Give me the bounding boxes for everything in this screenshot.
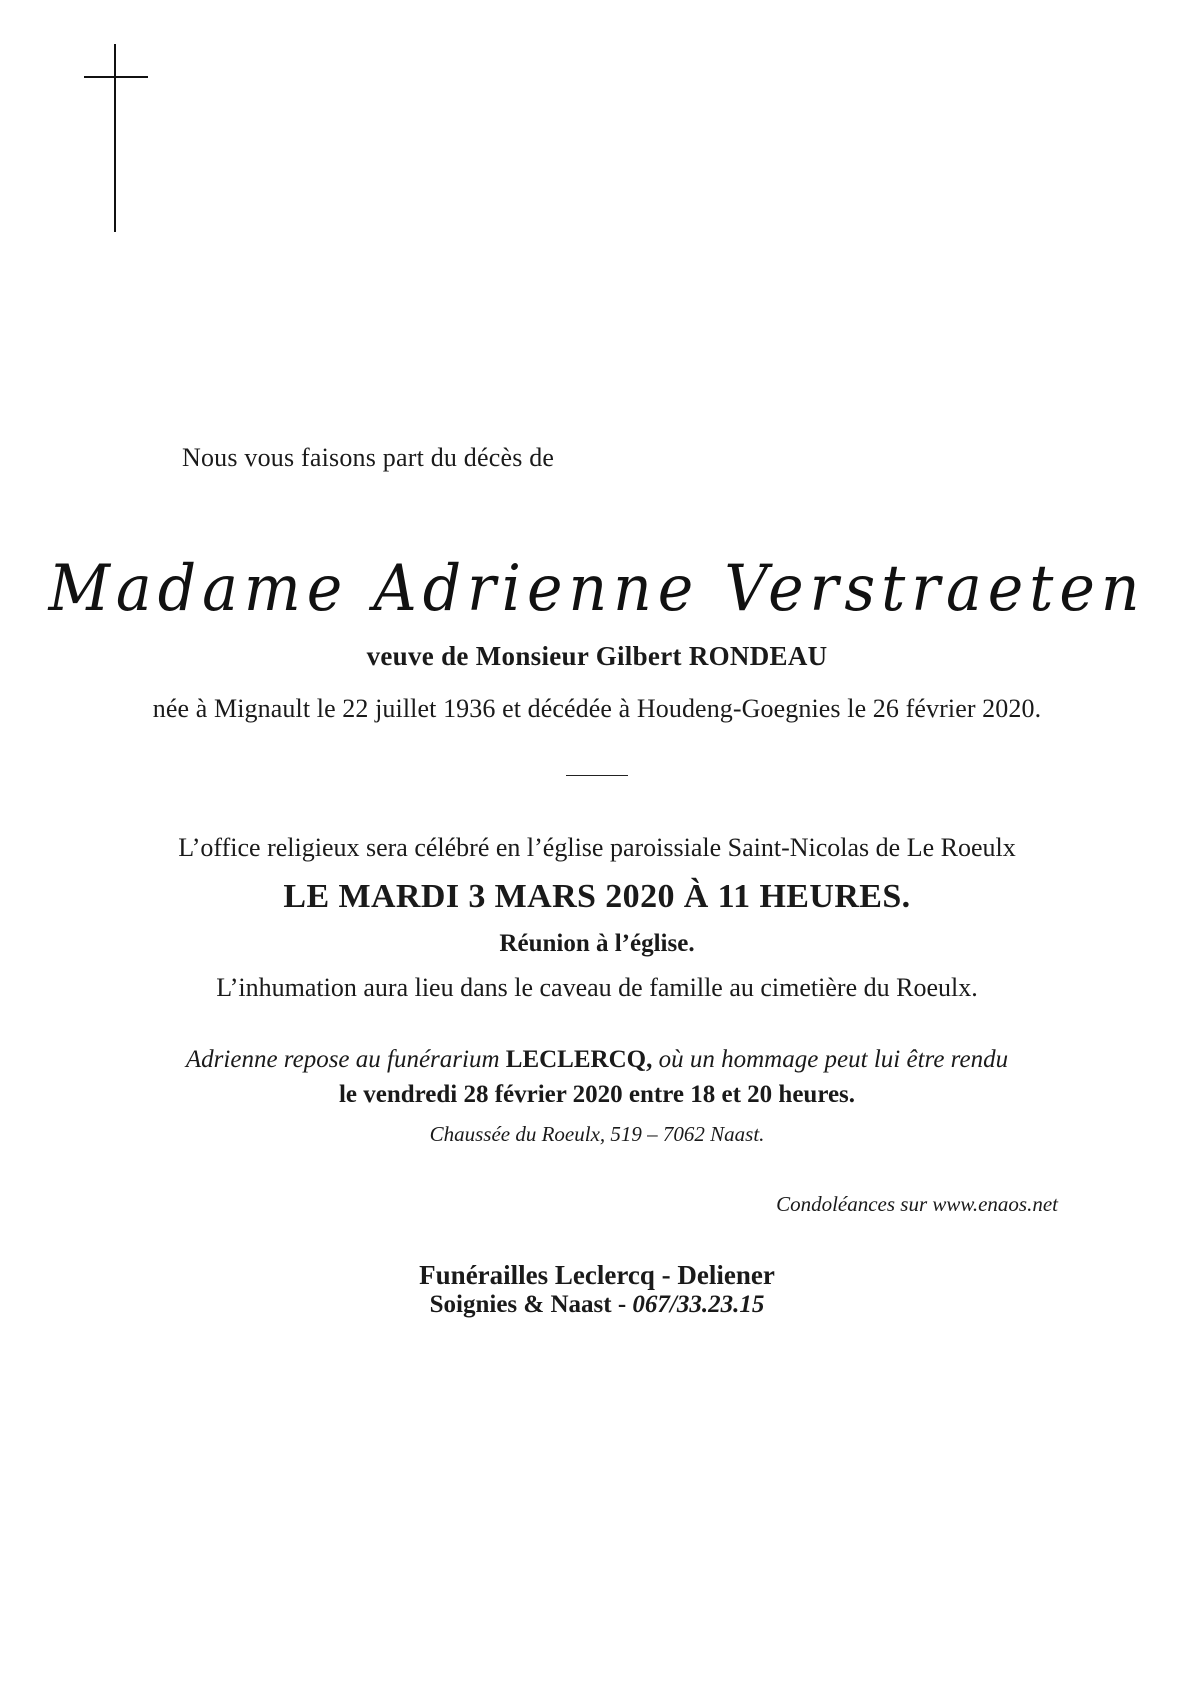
- section-divider: [566, 775, 628, 776]
- service-date: LE MARDI 3 MARS 2020 À 11 HEURES.: [283, 878, 911, 915]
- funerarium-text-before: Adrienne repose au funérarium: [185, 1046, 506, 1073]
- funerarium-address: Chaussée du Roeulx, 519 – 7062 Naast.: [429, 1122, 765, 1146]
- cross-horizontal-bar: [84, 76, 148, 78]
- latin-cross-icon: [84, 44, 148, 232]
- meeting-line: Réunion à l’église.: [499, 930, 695, 957]
- funerarium-text-after: où un hommage peut lui être rendu: [652, 1046, 1009, 1073]
- funeral-firm-phone: 067/33.23.15: [632, 1291, 765, 1318]
- condolences-note: Condoléances sur www.enaos.net: [776, 1192, 1058, 1216]
- deceased-name: Madame Adrienne Verstraeten: [48, 551, 1146, 627]
- cross-vertical-bar: [114, 44, 116, 232]
- funeral-firm-name: Funérailles Leclercq - Deliener: [419, 1260, 775, 1290]
- burial-line: L’inhumation aura lieu dans le caveau de famille au cimetière du Roeulx.: [216, 973, 978, 1002]
- spouse-line: veuve de Monsieur Gilbert RONDEAU: [366, 641, 828, 671]
- religious-service-line: L’office religieux sera célébré en l’église paroissiale Saint-Nicolas de Le Roeulx: [178, 833, 1016, 862]
- funeral-firm-contact: [0, 1291, 1194, 1319]
- announcement-intro: Nous vous faisons part du décès de: [182, 443, 555, 472]
- funerarium-line: [0, 1046, 1194, 1074]
- birth-death-line: née à Mignault le 22 juillet 1936 et décédée à Houdeng-Goegnies le 26 février 2020.: [152, 694, 1042, 723]
- funerarium-name: LECLERCQ,: [505, 1046, 653, 1073]
- visiting-hours: le vendredi 28 février 2020 entre 18 et 20 heures.: [338, 1081, 856, 1108]
- funeral-firm-location: Soignies & Naast -: [429, 1291, 633, 1318]
